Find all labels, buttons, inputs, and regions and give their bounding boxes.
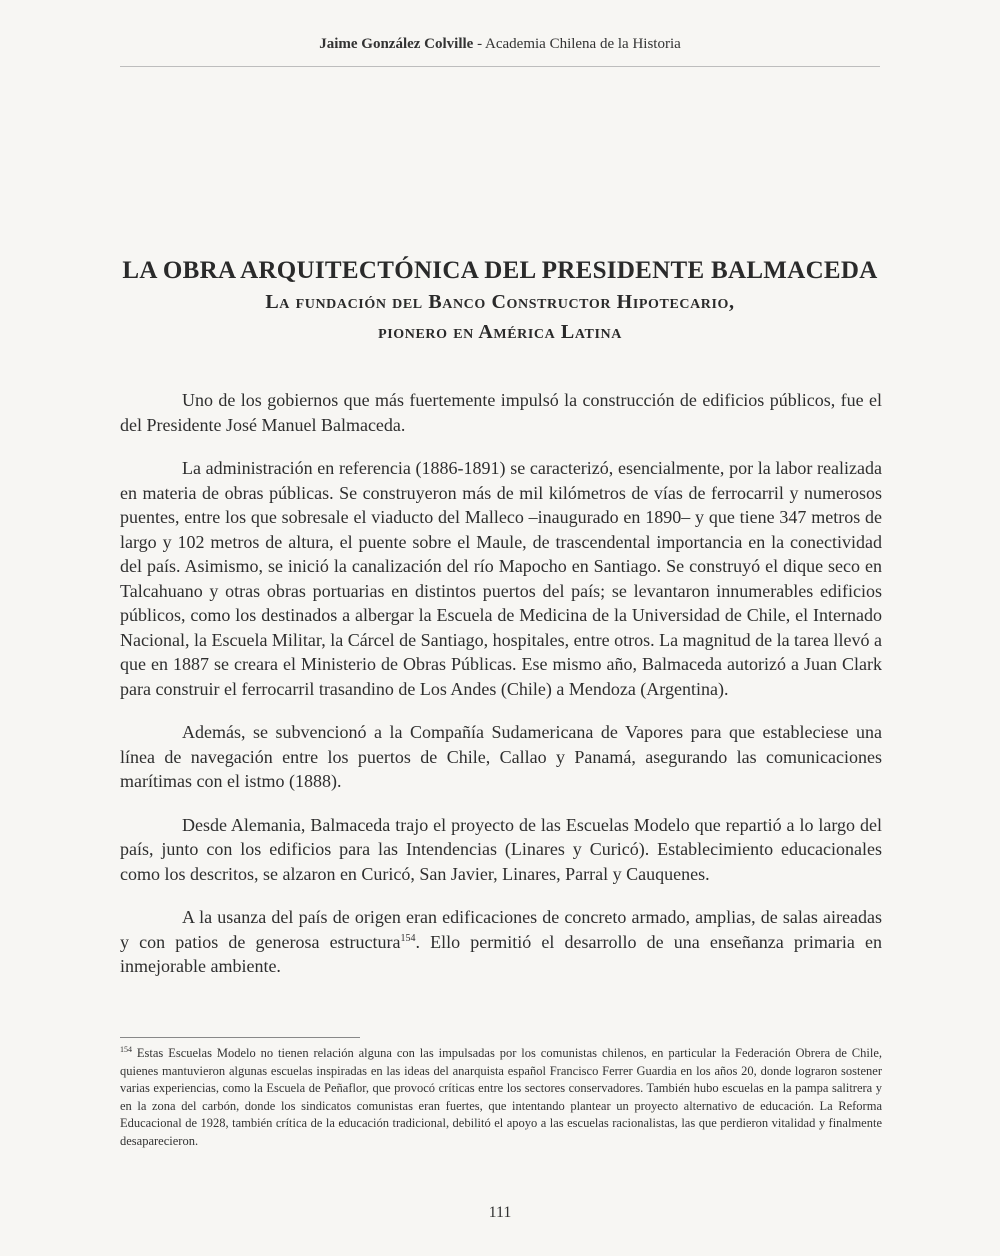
footnote-text: Estas Escuelas Modelo no tienen relación alguna con las impulsadas por los comunistas chilenos, en particular la Federación Obrera de Chile, quienes mantuvieron algunas escuelas inspiradas en las ideas del anarquista español Francisco Ferrer Guardia en los años 20, donde lograron sostener varias experiencias, como la Escuela de Peñaflor, que provocó críticas entre los sectores conservadores. También hubo escuelas en la pampa salitrera y en la zona del carbón, donde los sindicatos comunistas eran fuertes, que intentando plantear un proyecto alternativo de educación. La Reforma Educacional de 1928, también crítica de la educación tradicional, debilitó el apoyo a las escuelas racionalistas, las que perdieron vitalidad y finalmente desaparecieron. <box>120 1046 882 1148</box>
paragraph-5-end: . Ello permitió el desarrollo de una enseñanza primaria en inmejorable ambiente. <box>120 931 882 976</box>
paragraph-2: La administración en referencia (1886-1891) se caracterizó, esencialmente, por la labor realizada en materia de obras públicas. Se construyeron más de mil kilómetros de vías de ferrocarril y numerosos puentes, entre los que sobresale el viaducto del Malleco –inaugurado en 1890– y que tiene 347 metros de largo y 102 metros de altura, el puente sobre el Maule, de trascendental importancia en la conectividad del país. Asimismo, se inició la canalización del río Mapocho en Santiago. Se construyó el dique seco en Talcahuano y otras obras portuarias en distintos puertos del país; se levantaron innumerables edificios públicos, como los destinados a albergar la Escuela de Medicina de la Universidad de Chile, el Internado Nacional, la Escuela Militar, la Cárcel de Santiago, hospitales, entre otros. La magnitud de la tarea llevó a que en 1887 se creara el Ministerio de Obras Públicas. Ese mismo año, Balmaceda autorizó a Juan Clark para construir el ferrocarril trasandino de Los Andes (Chile) a Mendoza (Argentina). <box>120 458 883 699</box>
footnote-number: 154 <box>120 1044 132 1054</box>
paragraph-1: Uno de los gobiernos que más fuertemente impulsó la construcción de edificios públicos, fue el del Presidente José Manuel Balmaceda. <box>120 390 882 435</box>
chapter-subtitle-line2: pionero en América Latina <box>378 321 622 343</box>
paragraph-4: Desde Alemania, Balmaceda trajo el proyecto de las Escuelas Modelo que repartió a lo largo del país, junto con los edificios para las Intendencias (Linares y Curicó). Establecimiento educacionales como los descritos, se alzaron en Curicó, San Javier, Linares, Parral y Cauquenes. <box>120 814 882 884</box>
paragraph-5-start: A la usanza del país de origen eran edificaciones de concreto armado, amplias, de salas aireadas y con patios de generosa estructura <box>120 907 882 952</box>
footnote <box>120 1045 882 1150</box>
chapter-title: LA OBRA ARQUITECTÓNICA DEL PRESIDENTE BALMACEDA <box>122 257 878 284</box>
page-number: 111 <box>488 1204 512 1221</box>
paragraph-5 <box>120 905 882 979</box>
chapter-titles <box>100 255 900 347</box>
header-author: Jaime González Colville <box>319 36 474 52</box>
header-institution: Academia Chilena de la Historia <box>485 36 681 52</box>
chapter-subtitle-line1: La fundación del Banco Constructor Hipotecario, <box>265 291 735 313</box>
footnote-rule <box>120 1037 360 1038</box>
header-separator: - <box>473 36 486 52</box>
running-header <box>120 36 880 53</box>
paragraph-3: Además, se subvencionó a la Compañía Sudamericana de Vapores para que estableciese una línea de navegación entre los puertos de Chile, Callao y Panamá, asegurando las comunicaciones marítimas con el istmo (1888). <box>120 722 882 791</box>
header-rule <box>120 66 880 67</box>
footnote-reference: 154 <box>400 932 416 944</box>
body-text <box>120 388 882 999</box>
